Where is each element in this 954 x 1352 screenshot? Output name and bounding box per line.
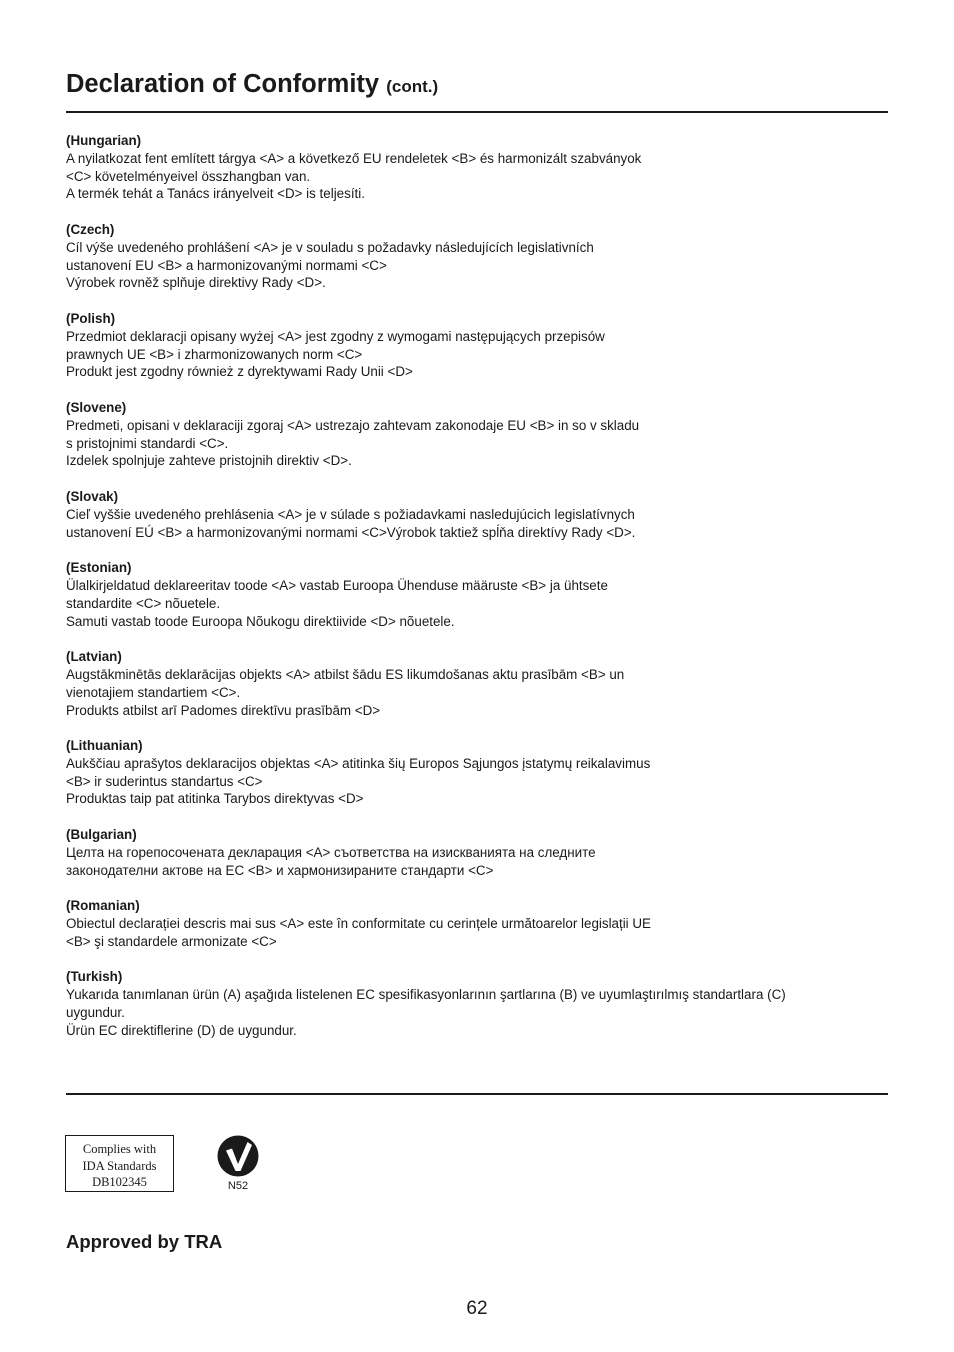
n-mark bbox=[216, 1134, 260, 1196]
section-line: Produkts atbilst arī Padomes direktīvu prasībām <D> bbox=[66, 702, 381, 718]
section-line: Yukarıda tanımlanan ürün (A) aşağıda listelenen EC spesifikasyonlarının şartlarına (B) ve uyumlaştırılmış standartlara (C) bbox=[66, 987, 786, 1003]
ida-compliance-label bbox=[65, 1135, 174, 1192]
section-line: Aukščiau aprašytos deklaracijos objektas <A> atitinka šių Europos Sąjungos įstatymų reikalavimus bbox=[66, 755, 651, 771]
section-line: Obiectul declarației descris mai sus <A> este în conformitate cu cerințele următoarelor legislații UE bbox=[66, 916, 651, 932]
section-line: <B> ir suderintus standartus <C> bbox=[66, 773, 263, 789]
n-mark-code: N52 bbox=[227, 1180, 249, 1192]
section-line: Predmeti, opisani v deklaraciji zgoraj <A> ustrezajo zahtevam zakonodaje EU <B> in so v skladu bbox=[66, 417, 640, 433]
section-line: Samuti vastab toode Euroopa Nõukogu direktiivide <D> nõuetele. bbox=[66, 613, 455, 629]
section-heading: (Turkish) bbox=[66, 969, 123, 985]
section-latvian bbox=[66, 648, 866, 719]
page-title-suffix: (cont.) bbox=[386, 77, 439, 96]
section-hungarian bbox=[66, 132, 866, 203]
section-line: ustanovení EÚ <B> a harmonizovanými normami <C>Výrobok taktiež spĺňa direktívy Rady <D>. bbox=[66, 524, 636, 540]
section-line: prawnych UE <B> i zharmonizowanych norm <C> bbox=[66, 346, 363, 362]
section-heading: (Slovak) bbox=[66, 488, 119, 504]
section-line: standardite <C> nõuetele. bbox=[66, 595, 221, 611]
section-line: uygundur. bbox=[66, 1005, 125, 1021]
n-mark-check-icon bbox=[216, 1134, 260, 1178]
section-slovene bbox=[66, 399, 866, 470]
section-lithuanian bbox=[66, 737, 866, 808]
section-line: ustanovení EU <B> a harmonizovanými normami <C> bbox=[66, 257, 387, 273]
section-czech bbox=[66, 221, 866, 292]
ida-label-line: IDA Standards bbox=[82, 1158, 157, 1173]
section-line: Augstākminētās deklarācijas objekts <A> atbilst šādu ES likumdošanas aktu prasībām <B> un bbox=[66, 666, 625, 682]
section-line: Izdelek spolnjuje zahteve pristojnih direktiv <D>. bbox=[66, 453, 352, 469]
section-estonian bbox=[66, 559, 866, 630]
section-heading: (Polish) bbox=[66, 310, 116, 326]
section-line: Produkt jest zgodny również z dyrektywami Rady Unii <D> bbox=[66, 364, 413, 380]
section-line: Przedmiot deklaracji opisany wyżej <A> jest zgodny z wymogami następujących przepisów bbox=[66, 328, 605, 344]
section-heading: (Slovene) bbox=[66, 399, 127, 415]
section-line: Produktas taip pat atitinka Tarybos direktyvas <D> bbox=[66, 791, 364, 807]
section-heading: (Estonian) bbox=[66, 560, 132, 576]
section-line: Целта на горепосочената декларация <A> съответства на изискванията на следните bbox=[66, 844, 596, 860]
section-slovak bbox=[66, 488, 866, 541]
section-line: s pristojnimi standardi <C>. bbox=[66, 435, 229, 451]
page-title-text: Declaration of Conformity bbox=[66, 70, 380, 98]
declaration-sections bbox=[66, 132, 866, 1057]
section-heading: (Latvian) bbox=[66, 649, 122, 665]
section-line: Cíl výše uvedeného prohlášení <A> je v souladu s požadavky následujících legislativních bbox=[66, 239, 594, 255]
section-heading: (Romanian) bbox=[66, 898, 140, 914]
page-number: 62 bbox=[466, 1298, 488, 1319]
section-line: <B> şi standardele armonizate <C> bbox=[66, 933, 277, 949]
top-divider bbox=[66, 111, 888, 113]
section-line: A nyilatkozat fent említett tárgya <A> a következő EU rendeletek <B> és harmonizált szabványok bbox=[66, 150, 642, 166]
section-line: законодателни актове на ЕС <B> и хармонизираните стандарти <C> bbox=[66, 862, 494, 878]
section-turkish bbox=[66, 968, 866, 1039]
section-polish bbox=[66, 310, 866, 381]
ida-label-line: DB102345 bbox=[92, 1175, 147, 1189]
section-line: Ürün EC direktiflerine (D) de uygundur. bbox=[66, 1022, 297, 1038]
approval-statement: Approved by TRA bbox=[66, 1231, 223, 1252]
section-line: <C> követelményeivel összhangban van. bbox=[66, 168, 311, 184]
section-line: Ülalkirjeldatud deklareeritav toode <A> vastab Euroopa Ühenduse määruste <B> ja ühtsete bbox=[66, 577, 608, 593]
section-heading: (Bulgarian) bbox=[66, 827, 137, 843]
section-heading: (Hungarian) bbox=[66, 133, 142, 148]
ida-label-line: Complies with bbox=[82, 1142, 157, 1156]
section-heading: (Lithuanian) bbox=[66, 738, 143, 754]
section-romanian bbox=[66, 897, 866, 950]
page-title bbox=[66, 68, 438, 103]
section-bulgarian bbox=[66, 826, 866, 879]
section-line: Cieľ vyššie uvedeného prehlásenia <A> je v súlade s požiadavkami nasledujúcich legislatívnych bbox=[66, 506, 635, 522]
section-heading: (Czech) bbox=[66, 221, 115, 237]
section-line: vienotajiem standartiem <C>. bbox=[66, 684, 241, 700]
bottom-divider bbox=[66, 1093, 888, 1095]
section-line: A termék tehát a Tanács irányelveit <D> is teljesíti. bbox=[66, 186, 365, 202]
section-line: Výrobek rovněž splňuje direktivy Rady <D>. bbox=[66, 275, 326, 291]
